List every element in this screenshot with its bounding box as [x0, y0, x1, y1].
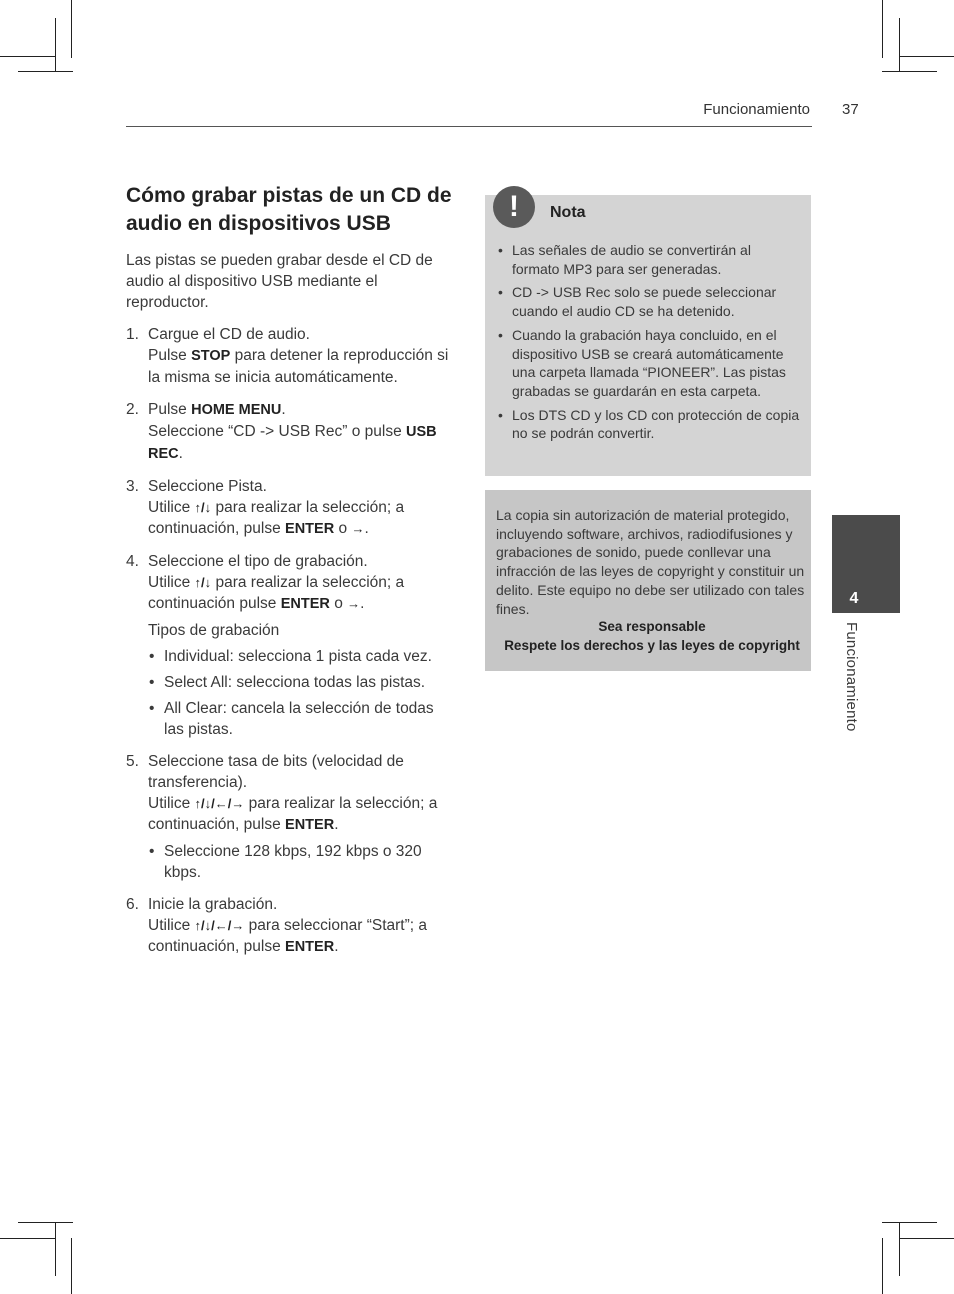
- list-item: • CD -> USB Rec solo se puede seleccionar cuando el audio CD se ha detenido.: [498, 284, 777, 320]
- step-1: [126, 324, 456, 388]
- step-text: para seleccionar “Start”; a continuación, pulse: [148, 917, 427, 955]
- list-item: • Las señales de audio se convertirán al formato MP3 para ser generadas.: [498, 242, 751, 277]
- home-menu-key-label: HOME MENU: [191, 402, 282, 418]
- crop-mark: [899, 18, 900, 72]
- up-down-arrows-icon: ↑/↓: [194, 575, 212, 590]
- section-title: Cómo grabar pistas de un CD de audio en dispositivos USB: [126, 184, 452, 235]
- copyright-notice: [485, 490, 811, 671]
- note-box: [485, 190, 811, 476]
- four-way-arrows-icon: ↑/↓/←/→: [194, 918, 245, 933]
- step-text: Cargue el CD de audio.: [148, 326, 310, 343]
- step-text: para realizar la selección; a continuación, pulse: [148, 795, 438, 833]
- exclamation-icon: !: [493, 186, 535, 228]
- steps-list: [126, 324, 456, 958]
- step-number: 6.: [126, 896, 139, 913]
- note-list: [496, 241, 801, 448]
- step-text: para realizar la selección; a continuación, pulse: [148, 499, 405, 537]
- step-text: o: [334, 595, 343, 612]
- bullet-icon: •: [149, 648, 155, 665]
- step-number: 3.: [126, 478, 139, 495]
- step-number: 2.: [126, 401, 139, 418]
- list-item: • Seleccione 128 kbps, 192 kbps o 320 kbps.: [149, 843, 422, 881]
- step-text: Utilice: [148, 917, 191, 934]
- bullet-icon: •: [498, 406, 503, 423]
- recording-types-list: [148, 646, 456, 740]
- header-divider: [126, 126, 812, 127]
- note-title: Nota: [550, 204, 586, 221]
- step-text: Utilice: [148, 574, 191, 591]
- step-text: Seleccione “CD -> USB Rec” o pulse: [148, 423, 402, 440]
- step-number: 4.: [126, 553, 139, 570]
- step-text: .: [360, 595, 365, 612]
- stop-key-label: STOP: [191, 348, 231, 364]
- enter-key-label: ENTER: [285, 817, 335, 833]
- crop-mark: [18, 1222, 73, 1223]
- step-text: Inicie la grabación.: [148, 896, 278, 913]
- intro-paragraph: Las pistas se pueden grabar desde el CD de audio al dispositivo USB mediante el reproductor.: [126, 252, 433, 311]
- four-way-arrows-icon: ↑/↓/←/→: [194, 796, 245, 811]
- crop-mark: [0, 56, 56, 57]
- copyright-slogan: Respete los derechos y las leyes de copyright: [504, 637, 800, 653]
- enter-key-label: ENTER: [280, 596, 330, 612]
- list-item: • Individual: selecciona 1 pista cada vez.: [149, 648, 432, 665]
- step-5: [126, 751, 456, 883]
- copyright-slogan: Sea responsable: [598, 619, 706, 635]
- copyright-text: La copia sin autorización de material protegido, incluyendo software, archivos, radiodifusiones y grabaciones de sonido, puede conllevar una infracción de las leyes de copyright y constituir un delito. Este equipo no debe ser utilizado con tales fines.: [496, 507, 805, 617]
- step-text: .: [334, 938, 339, 955]
- crop-mark: [71, 0, 72, 58]
- chapter-side-label: Funcionamiento: [843, 622, 860, 732]
- step-text: o: [338, 520, 348, 537]
- enter-key-label: ENTER: [285, 939, 335, 955]
- step-text: Pulse: [148, 401, 187, 418]
- bullet-icon: •: [498, 242, 503, 258]
- crop-mark: [55, 1222, 56, 1276]
- list-item: • Cuando la grabación haya concluido, en el dispositivo USB se creará automáticamente una carpeta llamada “PIONEER”. Las pistas grabadas se guardarán en esta carpeta.: [498, 326, 786, 399]
- step-text: .: [364, 520, 369, 537]
- main-column: [126, 182, 456, 969]
- right-arrow-icon: →: [347, 596, 361, 611]
- step-text: Utilice: [148, 795, 191, 812]
- bullet-icon: •: [149, 674, 155, 691]
- step-4: [126, 551, 456, 740]
- right-arrow-icon: →: [351, 521, 365, 536]
- list-item: • All Clear: cancela la selección de todas las pistas.: [149, 700, 434, 738]
- crop-mark: [71, 1238, 72, 1294]
- up-down-arrows-icon: ↑/↓: [194, 500, 212, 515]
- step-text: Seleccione el tipo de grabación.: [148, 553, 368, 570]
- crop-mark: [18, 71, 73, 72]
- page-number: 37: [842, 101, 859, 118]
- step-6: [126, 894, 456, 958]
- recording-types-heading: Tipos de grabación: [148, 622, 280, 639]
- bullet-icon: •: [149, 843, 155, 860]
- list-item: • Select All: selecciona todas las pistas.: [149, 674, 426, 691]
- bullet-icon: •: [498, 284, 503, 301]
- crop-mark: [899, 1238, 954, 1239]
- chapter-tab: [832, 515, 900, 613]
- crop-mark: [899, 56, 954, 57]
- bullet-icon: •: [149, 700, 155, 717]
- crop-mark: [882, 0, 883, 58]
- step-text: .: [281, 401, 286, 418]
- chapter-number: 4: [849, 590, 859, 607]
- crop-mark: [882, 1238, 883, 1294]
- running-header: Funcionamiento: [703, 101, 810, 118]
- usb-rec-key-label: USB REC: [148, 424, 437, 462]
- crop-mark: [55, 18, 56, 72]
- step-text: para detener la reproducción si la misma se inicia automáticamente.: [148, 347, 449, 386]
- step-text: Seleccione tasa de bits (velocidad de transferencia).: [148, 753, 404, 791]
- step-3: [126, 476, 456, 540]
- step-text: Seleccione Pista.: [148, 478, 267, 495]
- step-text: .: [334, 816, 339, 833]
- step-2: [126, 399, 456, 465]
- step-text: para realizar la selección; a continuación pulse: [148, 574, 405, 612]
- bitrate-list: [148, 841, 456, 883]
- crop-mark: [882, 71, 937, 72]
- crop-mark: [0, 1238, 56, 1239]
- step-number: 5.: [126, 753, 139, 770]
- crop-mark: [882, 1222, 937, 1223]
- step-text: .: [178, 445, 183, 462]
- step-text: Utilice: [148, 499, 191, 516]
- crop-mark: [899, 1222, 900, 1276]
- list-item: • Los DTS CD y los CD con protección de copia no se podrán convertir.: [498, 406, 800, 442]
- bullet-icon: •: [498, 326, 503, 343]
- step-number: 1.: [126, 326, 139, 343]
- enter-key-label: ENTER: [285, 521, 335, 537]
- step-text: Pulse: [148, 347, 187, 364]
